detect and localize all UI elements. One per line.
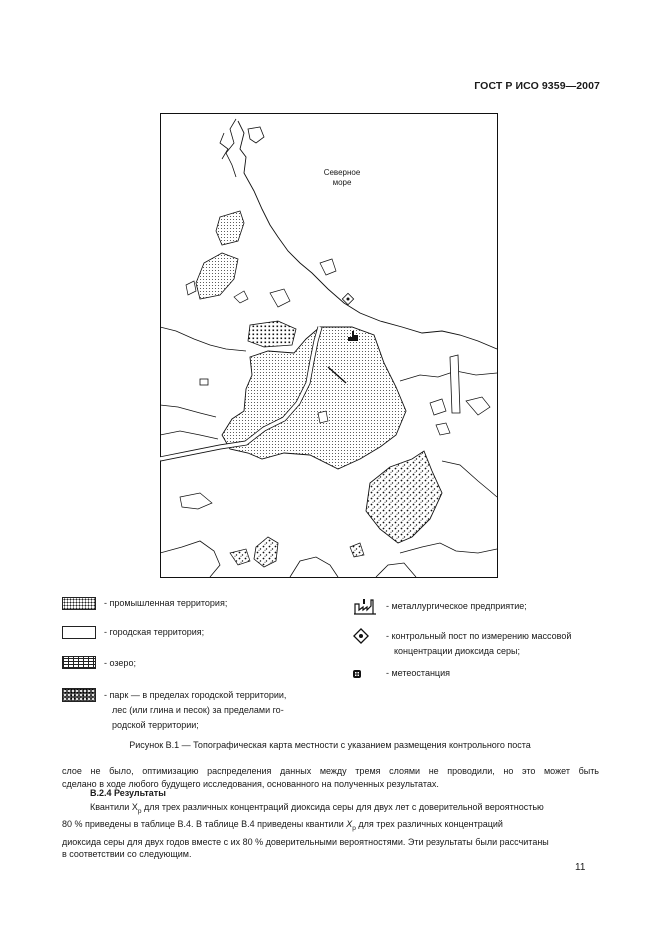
- legend-swatch-urban: [62, 626, 96, 639]
- sea-label: Северное море: [323, 168, 361, 187]
- legend-park: - парк — в пределах городской территории, лес (или глина и песок) за пределами го- родской территории;: [104, 690, 287, 730]
- figure-caption: Рисунок В.1 — Топографическая карта местности с указанием размещения контрольного поста: [129, 740, 531, 750]
- legend-swatch-industrial: [62, 597, 96, 610]
- legend-control-post: - контрольный пост по измерению массовой концентрации диоксида серы;: [386, 631, 572, 656]
- section-title: В.2.4 Результаты: [90, 788, 166, 798]
- legend-swatch-lake: [62, 656, 96, 669]
- weather-station-icon: [352, 669, 362, 679]
- legend-metallurgical: - металлургическое предприятие;: [386, 601, 527, 611]
- legend-lake: - озеро;: [104, 658, 136, 668]
- legend-weather-station: - метеостанция: [386, 668, 450, 678]
- legend-urban: - городская территория;: [104, 627, 205, 637]
- weather-station-marker: [200, 379, 208, 385]
- legend-swatch-park: [62, 688, 96, 702]
- paragraph-results: Квантили $X_p$ для трех различных концентраций диоксида серы для двух лет с доверительной вероятностью 80 % приведены в таблице В.4. В таблице В.4 приведены квантили $X_p$ для трех различных концентраций диоксида серы для двух годов вместе с их 80 % доверительными вероятностями. Эти результаты были рассчитаны в соответствии со следующим.: [62, 802, 549, 860]
- metallurgical-plant-icon: [352, 596, 378, 616]
- page-number: 11: [575, 862, 586, 873]
- document-header: ГОСТ Р ИСО 9359—2007: [474, 80, 600, 92]
- legend-industrial: - промышленная территория;: [104, 598, 228, 608]
- paragraph-continued: слое не было, оптимизацию распределения данных между тремя слоями не проводили, но это может быть сделано в ходе любого будущего исследования, основанного на полученных результатах.: [62, 766, 599, 789]
- control-post-icon: [352, 627, 370, 645]
